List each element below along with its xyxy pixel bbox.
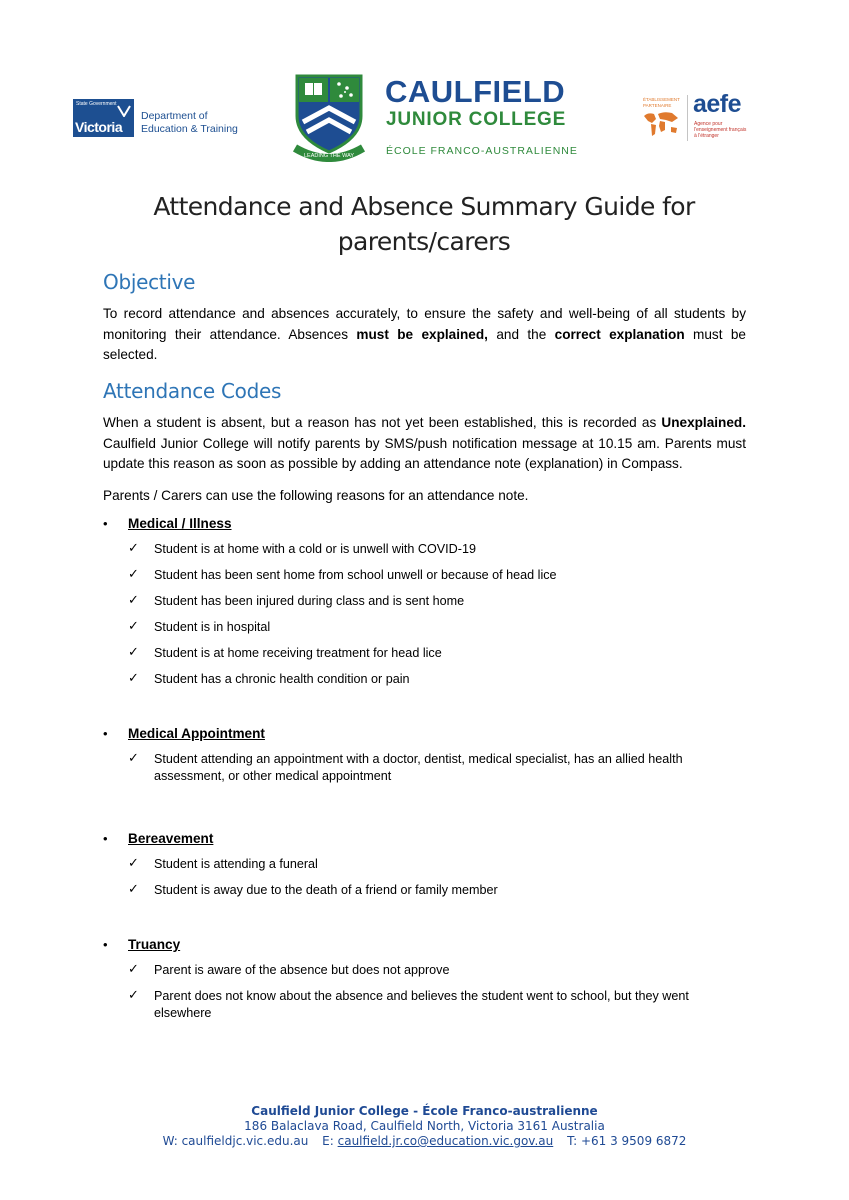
vic-dept-line2: Education & Training bbox=[141, 123, 238, 135]
reason-item bbox=[128, 962, 748, 979]
objective-paragraph bbox=[103, 304, 746, 366]
reason-item bbox=[128, 988, 748, 1022]
check-icon: ✓ bbox=[128, 593, 139, 608]
title-line1: Attendance and Absence Summary Guide for bbox=[153, 192, 695, 221]
footer-contacts bbox=[0, 1134, 849, 1149]
reason-text: Student is at home with a cold or is unwell with COVID-19 bbox=[154, 542, 476, 556]
check-icon: ✓ bbox=[128, 962, 139, 977]
aefe-logo bbox=[640, 92, 760, 144]
objective-text: To record attendance and absences accurately, to ensure the safety and well-being of all students by monitoring their attendance. Absences bbox=[103, 306, 746, 342]
unexplained-paragraph bbox=[103, 413, 746, 475]
codes-text: When a student is absent, but a reason has not yet been established, this is recorded as bbox=[103, 415, 662, 430]
bullet-icon: • bbox=[103, 831, 108, 846]
aefe-divider bbox=[687, 95, 688, 141]
cjc-name-line2: JUNIOR COLLEGE bbox=[386, 109, 567, 130]
crest-motto: LEADING THE WAY bbox=[303, 153, 355, 159]
check-icon: ✓ bbox=[128, 856, 139, 871]
reason-item bbox=[128, 541, 748, 558]
reason-text: Student attending an appointment with a doctor, dentist, medical specialist, has an allied health assessment, or other medical appointment bbox=[154, 752, 683, 783]
reason-item bbox=[128, 567, 748, 584]
vic-star-icon bbox=[116, 105, 132, 117]
attendance-codes-heading: Attendance Codes bbox=[103, 379, 282, 403]
reason-text: Student has been injured during class and is sent home bbox=[154, 594, 465, 608]
reason-text: Student has a chronic health condition or pain bbox=[154, 672, 410, 686]
vic-dept-line1: Department of bbox=[141, 110, 208, 122]
aefe-sub-line1: Agence pour bbox=[694, 121, 723, 127]
reason-text: Parent is aware of the absence but does not approve bbox=[154, 963, 450, 977]
check-icon: ✓ bbox=[128, 671, 139, 686]
unexplained-emphasis: Unexplained. bbox=[661, 415, 746, 430]
reason-text: Parent does not know about the absence and believes the student went to school, but they went elsewhere bbox=[154, 989, 689, 1020]
title-line2: parents/carers bbox=[337, 227, 511, 256]
check-icon: ✓ bbox=[128, 541, 139, 556]
cjc-name-line1: CAULFIELD bbox=[385, 74, 566, 109]
objective-emphasis: correct explanation bbox=[554, 326, 685, 342]
reason-list bbox=[128, 751, 748, 794]
aefe-wordmark: aefe bbox=[693, 90, 742, 118]
footer-email-label: E: bbox=[322, 1134, 334, 1148]
objective-text: must be selected. bbox=[103, 326, 746, 363]
vic-state-label: State Government bbox=[76, 101, 117, 107]
aefe-subtitle bbox=[694, 121, 746, 139]
page-footer bbox=[0, 1104, 849, 1149]
codes-text: Caulfield Junior College will notify parents by SMS/push notification message at 10.15 am. Parents must update this reason as soon as possible by adding an attendance note (explanation) in Compass. bbox=[103, 435, 746, 472]
footer-address: 186 Balaclava Road, Caulfield North, Victoria 3161 Australia bbox=[244, 1119, 605, 1133]
aefe-sub-line2: l'enseignement français bbox=[694, 127, 747, 133]
objective-heading: Objective bbox=[103, 270, 196, 294]
bullet-icon: • bbox=[103, 516, 108, 531]
reason-item bbox=[128, 619, 748, 636]
world-map-icon bbox=[642, 110, 680, 138]
vic-department-name bbox=[141, 110, 238, 136]
objective-text: and the bbox=[487, 326, 555, 342]
check-icon: ✓ bbox=[128, 619, 139, 634]
cjc-name-line3: ÉCOLE FRANCO-AUSTRALIENNE bbox=[386, 145, 578, 157]
reason-item bbox=[128, 751, 748, 785]
check-icon: ✓ bbox=[128, 988, 139, 1003]
vic-government-logo bbox=[73, 99, 243, 139]
reason-list bbox=[128, 856, 748, 908]
bullet-icon: • bbox=[103, 937, 108, 952]
reason-text: Student is at home receiving treatment for head lice bbox=[154, 646, 442, 660]
reason-item bbox=[128, 856, 748, 873]
footer-website[interactable]: W: caulfieldjc.vic.edu.au bbox=[162, 1134, 309, 1148]
aefe-sub-line3: à l'étranger bbox=[694, 133, 719, 139]
category-title: Bereavement bbox=[128, 831, 214, 846]
footer-school-name: Caulfield Junior College - École Franco-australienne bbox=[251, 1104, 598, 1118]
school-crest-icon bbox=[289, 72, 369, 162]
reason-text: Student has been sent home from school unwell or because of head lice bbox=[154, 568, 557, 582]
check-icon: ✓ bbox=[128, 751, 139, 766]
bullet-icon: • bbox=[103, 726, 108, 741]
check-icon: ✓ bbox=[128, 567, 139, 582]
category-title: Truancy bbox=[128, 937, 181, 952]
check-icon: ✓ bbox=[128, 882, 139, 897]
reason-list bbox=[128, 962, 748, 1031]
vic-name: Victoria bbox=[75, 119, 123, 135]
reason-text: Student is in hospital bbox=[154, 620, 271, 634]
aefe-partners-line1: ÉTABLISSEMENT bbox=[643, 97, 680, 102]
reasons-intro: Parents / Carers can use the following reasons for an attendance note. bbox=[103, 488, 529, 503]
category-title: Medical Appointment bbox=[128, 726, 265, 741]
reason-list bbox=[128, 541, 748, 697]
reason-item bbox=[128, 593, 748, 610]
footer-phone: T: +61 3 9509 6872 bbox=[567, 1134, 687, 1148]
aefe-partners-line2: PARTENAIRE bbox=[643, 102, 672, 108]
vic-logo-box bbox=[73, 99, 134, 137]
reason-text: Student is away due to the death of a friend or family member bbox=[154, 883, 498, 897]
document-title bbox=[124, 189, 724, 259]
objective-emphasis: must be explained, bbox=[356, 326, 488, 342]
category-title: Medical / Illness bbox=[128, 516, 232, 531]
reason-item bbox=[128, 882, 748, 899]
cjc-logo bbox=[289, 72, 589, 162]
footer-email-link[interactable]: caulfield.jr.co@education.vic.gov.au bbox=[337, 1134, 554, 1148]
reason-text: Student is attending a funeral bbox=[154, 857, 318, 871]
check-icon: ✓ bbox=[128, 645, 139, 660]
aefe-partners-label bbox=[643, 97, 680, 108]
reason-item bbox=[128, 671, 748, 688]
reason-item bbox=[128, 645, 748, 662]
